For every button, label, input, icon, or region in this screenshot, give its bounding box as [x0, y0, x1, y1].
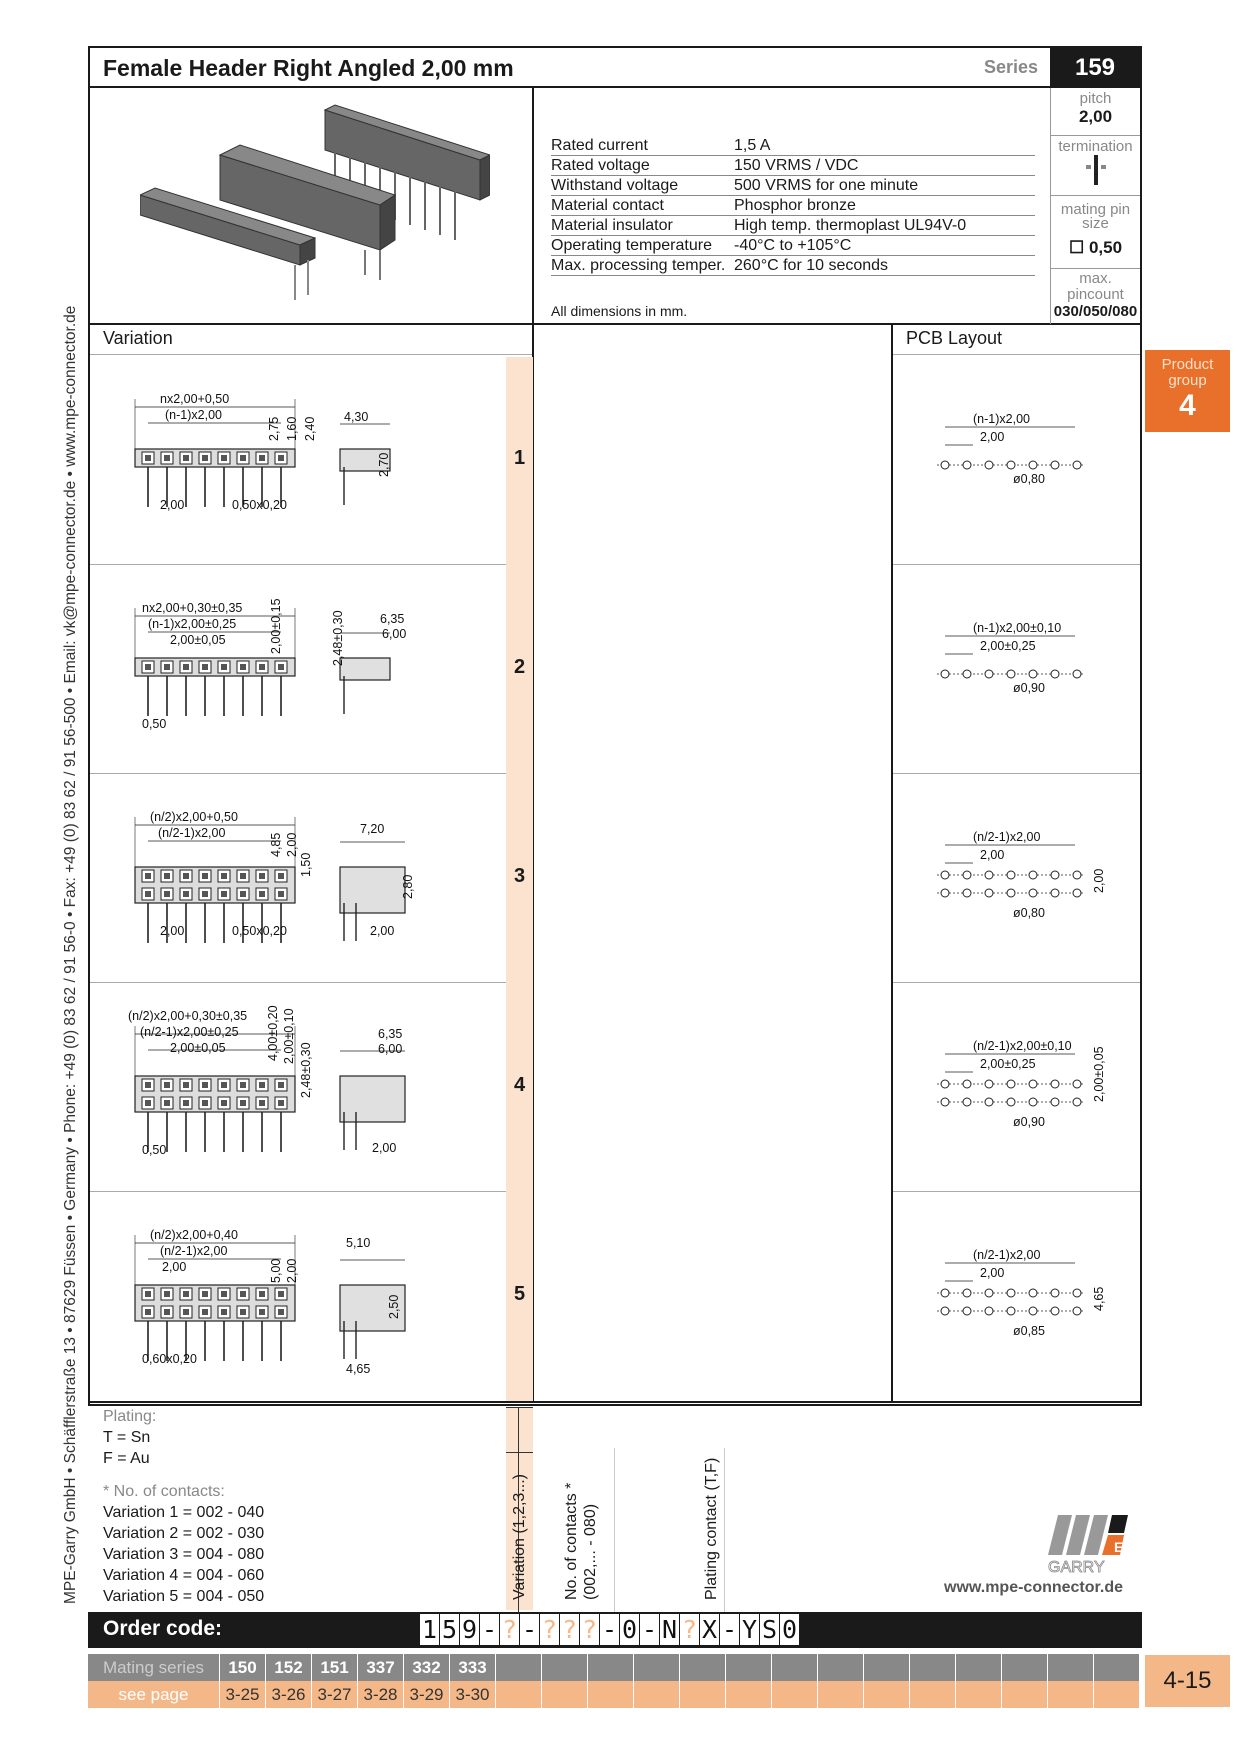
- mating-series-value: 337: [358, 1654, 404, 1681]
- spec-value: 150 VRMS / VDC: [734, 157, 859, 174]
- termination-icon: [1081, 155, 1111, 185]
- see-page-value: 3-28: [358, 1681, 404, 1708]
- order-code-char: 5: [440, 1614, 460, 1645]
- pcb-dimension-label: 2,00: [980, 1266, 1005, 1280]
- mating-series-empty: [726, 1654, 772, 1681]
- see-page-empty: [1002, 1681, 1048, 1708]
- see-page-value: 3-26: [266, 1681, 312, 1708]
- order-code-char: S: [760, 1614, 780, 1645]
- see-page-label: see page: [88, 1681, 220, 1708]
- dimension-label: nx2,00+0,50: [160, 392, 230, 406]
- order-code-placeholder: ?: [540, 1614, 560, 1645]
- variation-drawing: [120, 568, 490, 768]
- dimension-label: (n-1)x2,00±0,25: [148, 617, 237, 631]
- see-page-value: 3-30: [450, 1681, 496, 1708]
- see-page-empty: [634, 1681, 680, 1708]
- variation-header-rule: [90, 354, 532, 355]
- dimension-label: 6,35: [378, 1027, 403, 1041]
- dimension-label: 2,00: [285, 832, 299, 857]
- order-code-placeholder: ?: [680, 1614, 700, 1645]
- order-code-placeholder: ?: [500, 1614, 520, 1645]
- dimension-label: 2,00±0,05: [170, 1041, 226, 1055]
- dimension-label: 0,50: [142, 1143, 167, 1157]
- dimension-label: 2,00±0,10: [282, 1008, 296, 1064]
- see-page-empty: [726, 1681, 772, 1708]
- spec-value: High temp. thermoplast UL94V-0: [734, 217, 967, 234]
- order-code-placeholder: ?: [580, 1614, 600, 1645]
- dimension-label: 2,00±0,15: [269, 598, 283, 654]
- order-code-char: 9: [460, 1614, 480, 1645]
- plating-t: T = Sn: [103, 1429, 151, 1446]
- mating-series-empty: [588, 1654, 634, 1681]
- see-page-value: 3-25: [220, 1681, 266, 1708]
- variation-row-rule: [90, 773, 506, 774]
- order-code-char: -: [720, 1614, 740, 1645]
- contacts-var-2: Variation 2 = 002 - 030: [103, 1525, 265, 1542]
- order-code-char: N: [660, 1614, 680, 1645]
- see-page-empty: [680, 1681, 726, 1708]
- see-page-empty: [864, 1681, 910, 1708]
- order-code-char: -: [520, 1614, 540, 1645]
- product-group-label: Product: [1161, 356, 1214, 373]
- pcb-dimension-label: 2,00: [980, 848, 1005, 862]
- pcb-dimension-label: (n/2-1)x2,00±0,10: [973, 1039, 1072, 1053]
- code-label-contacts-range: (002,... - 080): [582, 1503, 599, 1600]
- pcb-row-rule: [893, 1191, 1140, 1192]
- pcb-layout-drawing: [925, 805, 1125, 955]
- dimension-label: 0,50x0,20: [232, 924, 287, 938]
- spec-key: Withstand voltage: [551, 177, 679, 194]
- dimensions-note: All dimensions in mm.: [551, 303, 688, 319]
- spec-row: [551, 236, 1035, 256]
- spec-key: Material contact: [551, 197, 664, 214]
- variation-number: 4: [513, 1074, 526, 1096]
- see-page-value: 3-27: [312, 1681, 358, 1708]
- spec-key: Operating temperature: [551, 237, 712, 254]
- pcb-dimension-label: (n-1)x2,00: [973, 412, 1030, 426]
- variation-row-rule: [90, 1191, 506, 1192]
- order-code-char: 0: [620, 1614, 640, 1645]
- pcb-row-rule: [893, 982, 1140, 983]
- product-group-tab: [1145, 350, 1230, 432]
- mating-series-value: 151: [312, 1654, 358, 1681]
- dimension-label: 2,00: [372, 1141, 397, 1155]
- mating-series-empty: [1094, 1654, 1140, 1681]
- svg-text:E: E: [1114, 1539, 1124, 1555]
- dimension-label: 0,60x0,20: [142, 1352, 197, 1366]
- pcb-header-rule: [893, 354, 1140, 355]
- product-photo: [140, 100, 490, 310]
- series-number: 159: [1050, 48, 1140, 88]
- pcb-dimension-label: 2,00±0,25: [980, 1057, 1036, 1071]
- spec-table: [551, 136, 1035, 276]
- see-page-empty: [1048, 1681, 1094, 1708]
- company-contact-sidebar: MPE-Garry GmbH • Schäfflerstraße 13 • 87629 Füssen • Germany • Phone: +49 (0) 83 62 / 91 56-0 • Fax: +49 (0) 83 62 / 91 56-500 • Email: vk@mpe-connector.de • www.mpe-connector.de: [62, 305, 79, 1604]
- variation-number: 1: [513, 447, 526, 469]
- dimension-label: 6,00: [378, 1042, 403, 1056]
- mating-pin-value: 0,50: [1088, 238, 1123, 257]
- pcb-dimension-label: ø0,85: [1013, 1324, 1045, 1338]
- spec-value: -40°C to +105°C: [734, 237, 852, 254]
- dimension-label: 2,50: [387, 1294, 401, 1319]
- mating-pin-label: mating pin: [1060, 201, 1131, 218]
- see-page-empty: [910, 1681, 956, 1708]
- spec-value: Phosphor bronze: [734, 197, 856, 214]
- pcb-layout-drawing: [925, 1014, 1125, 1164]
- dimension-label: 2,00: [160, 498, 185, 512]
- variation-number: 5: [513, 1283, 526, 1305]
- variation-header: Variation: [103, 328, 173, 348]
- mating-series-empty: [496, 1654, 542, 1681]
- dimension-label: (n-1)x2,00: [165, 408, 222, 422]
- see-page-empty: [588, 1681, 634, 1708]
- order-code-char: -: [600, 1614, 620, 1645]
- pitch-value: 2,00: [1078, 107, 1113, 126]
- dimension-label: 2,00: [285, 1258, 299, 1283]
- dimension-label: (n/2)x2,00+0,30±0,35: [128, 1009, 248, 1023]
- spec-row: [551, 256, 1035, 276]
- dimension-label: 4,00±0,20: [266, 1005, 280, 1061]
- square-icon: ☐: [1068, 238, 1089, 257]
- mating-series-empty: [542, 1654, 588, 1681]
- code-sep-1: [614, 1448, 615, 1612]
- mating-series-value: 150: [220, 1654, 266, 1681]
- spec-value: 260°C for 10 seconds: [734, 257, 889, 274]
- divider-top-section: [90, 323, 1140, 325]
- series-label: Series: [984, 57, 1039, 77]
- spec-row: [551, 156, 1035, 176]
- page-title: Female Header Right Angled 2,00 mm: [103, 55, 514, 81]
- spec-row: [551, 216, 1035, 236]
- spec-sidebar: [1050, 88, 1140, 324]
- see-page-empty: [772, 1681, 818, 1708]
- see-page-value: 3-29: [404, 1681, 450, 1708]
- code-tick-1: [506, 1407, 533, 1408]
- spec-row: [551, 176, 1035, 196]
- order-code-char: -: [640, 1614, 660, 1645]
- mating-series-value: 152: [266, 1654, 312, 1681]
- dimension-label: 2,48±0,30: [299, 1042, 313, 1098]
- pcb-row-rule: [893, 564, 1140, 565]
- order-code-cells: [420, 1614, 800, 1645]
- mating-pin-size-label: size: [1082, 215, 1109, 232]
- pcb-layout-header: PCB Layout: [906, 328, 1003, 348]
- mating-series-empty: [1002, 1654, 1048, 1681]
- dimension-label: 4,85: [269, 832, 283, 857]
- pincount-label: max.: [1079, 270, 1112, 287]
- pcb-dimension-label: 4,65: [1092, 1286, 1106, 1311]
- pincount-value: 030/050/080: [1053, 303, 1138, 320]
- contacts-var-5: Variation 5 = 004 - 050: [103, 1588, 265, 1605]
- variation-number: 2: [513, 656, 526, 678]
- mating-series-empty: [772, 1654, 818, 1681]
- pcb-layout-drawing: [925, 596, 1125, 746]
- variation-row-rule: [90, 564, 506, 565]
- dimension-label: 5,00: [269, 1258, 283, 1283]
- mating-series-empty: [864, 1654, 910, 1681]
- termination-label: termination: [1058, 138, 1133, 155]
- dimension-label: 0,50: [142, 717, 167, 731]
- dimension-label: (n/2)x2,00+0,50: [150, 810, 238, 824]
- see-page-empty: [956, 1681, 1002, 1708]
- plating-f: F = Au: [103, 1450, 150, 1467]
- variation-drawing: [120, 777, 490, 977]
- pcb-row-rule: [893, 773, 1140, 774]
- pcb-dimension-label: (n/2-1)x2,00: [973, 830, 1041, 844]
- pitch-label: pitch: [1079, 90, 1112, 107]
- dimension-label: 1,50: [299, 852, 313, 877]
- pcb-dimension-label: 2,00±0,05: [1092, 1046, 1106, 1102]
- see-page-row: [88, 1681, 1142, 1708]
- order-code-char: 0: [780, 1614, 800, 1645]
- pcb-dimension-label: (n/2-1)x2,00: [973, 1248, 1041, 1262]
- mating-series-row: [88, 1654, 1142, 1681]
- mating-series-value: 333: [450, 1654, 496, 1681]
- mating-series-label: Mating series: [88, 1654, 220, 1681]
- dimension-label: (n/2-1)x2,00: [160, 1244, 228, 1258]
- pcb-layout-drawing: [925, 387, 1125, 537]
- variation-number: 3: [513, 865, 526, 887]
- website-url[interactable]: www.mpe-connector.de: [944, 1579, 1123, 1596]
- spec-key: Material insulator: [551, 217, 673, 234]
- contacts-var-3: Variation 3 = 004 - 080: [103, 1546, 265, 1563]
- variation-drawing: [120, 359, 490, 559]
- dimension-label: 2,00: [162, 1260, 187, 1274]
- logo-text: GARRY: [1048, 1559, 1105, 1575]
- product-group-number: 4: [1179, 389, 1196, 422]
- pcb-layout-drawing: [925, 1223, 1125, 1373]
- mating-series-empty: [680, 1654, 726, 1681]
- variation-drawing: [120, 1195, 490, 1395]
- pincount-label-2: pincount: [1067, 286, 1124, 303]
- pcb-dimension-label: ø0,80: [1013, 472, 1045, 486]
- spec-key: Max. processing temper.: [551, 257, 726, 274]
- dimension-label: (n/2)x2,00+0,40: [150, 1228, 238, 1242]
- order-code-char: 1: [420, 1614, 440, 1645]
- contacts-var-1: Variation 1 = 002 - 040: [103, 1504, 265, 1521]
- pcb-dimension-label: ø0,90: [1013, 1115, 1045, 1129]
- code-label-plating: Plating contact (T,F): [703, 1457, 720, 1600]
- mating-series-empty: [910, 1654, 956, 1681]
- dimension-label: 4,65: [346, 1362, 371, 1376]
- spec-key: Rated current: [551, 137, 648, 154]
- contacts-label: * No. of contacts:: [103, 1483, 225, 1500]
- variation-row-rule: [90, 982, 506, 983]
- code-label-contacts: No. of contacts *: [563, 1482, 580, 1600]
- pcb-dimension-label: 2,00: [1092, 868, 1106, 893]
- mating-series-value: 332: [404, 1654, 450, 1681]
- dimension-label: 2,40: [303, 416, 317, 441]
- pcb-dimension-label: ø0,80: [1013, 906, 1045, 920]
- dimension-label: 4,30: [344, 410, 369, 424]
- plating-label: Plating:: [103, 1408, 157, 1425]
- dimension-label: (n/2-1)x2,00: [158, 826, 226, 840]
- spec-value: 1,5 A: [734, 137, 771, 154]
- contacts-var-4: Variation 4 = 004 - 060: [103, 1567, 265, 1584]
- pcb-dimension-label: 2,00: [980, 430, 1005, 444]
- mating-series-empty: [1048, 1654, 1094, 1681]
- see-page-empty: [496, 1681, 542, 1708]
- code-sep-2: [724, 1448, 725, 1612]
- see-page-empty: [542, 1681, 588, 1708]
- dimension-label: 2,48±0,30: [331, 610, 345, 666]
- order-code-label: Order code:: [103, 1617, 223, 1640]
- mating-series-empty: [634, 1654, 680, 1681]
- order-code-placeholder: ?: [560, 1614, 580, 1645]
- dimension-label: 2,00±0,05: [170, 633, 226, 647]
- see-page-empty: [818, 1681, 864, 1708]
- spec-row: [551, 136, 1035, 156]
- legend: [103, 1406, 264, 1607]
- dimension-label: nx2,00+0,30±0,35: [142, 601, 243, 615]
- dimension-label: 7,20: [360, 822, 385, 836]
- mating-series-empty: [956, 1654, 1002, 1681]
- pcb-dimension-label: (n-1)x2,00±0,10: [973, 621, 1062, 635]
- pcb-dimension-label: 2,00±0,25: [980, 639, 1036, 653]
- divider-right: [891, 324, 893, 1403]
- see-page-empty: [1094, 1681, 1140, 1708]
- mating-series-empty: [818, 1654, 864, 1681]
- spec-value: 500 VRMS for one minute: [734, 177, 919, 194]
- spec-key: Rated voltage: [551, 157, 650, 174]
- divider-bottom-section: [90, 1401, 1140, 1403]
- dimension-label: 2,75: [267, 416, 281, 441]
- product-group-label-2: group: [1168, 372, 1207, 389]
- dimension-label: (n/2-1)x2,00±0,25: [140, 1025, 239, 1039]
- code-tick-2: [506, 1452, 533, 1453]
- order-code-char: Y: [740, 1614, 760, 1645]
- pcb-dimension-label: ø0,90: [1013, 681, 1045, 695]
- spec-row: [551, 196, 1035, 216]
- code-label-variation: Variation (1,2,3...): [511, 1474, 528, 1600]
- variation-drawing: [120, 986, 490, 1186]
- page-number: 4-15: [1145, 1655, 1230, 1707]
- dimension-label: 1,60: [285, 416, 299, 441]
- dimension-label: 5,10: [346, 1236, 371, 1250]
- dimension-label: 2,00: [160, 924, 185, 938]
- order-code-char: X: [700, 1614, 720, 1645]
- dimension-label: 2,00: [370, 924, 395, 938]
- dimension-label: 2,70: [377, 452, 391, 477]
- garry-logo: [1048, 1515, 1130, 1575]
- dimension-label: 6,00: [382, 627, 407, 641]
- dimension-label: 0,50x0,20: [232, 498, 287, 512]
- dimension-label: 2,80: [401, 874, 415, 899]
- order-code-char: -: [480, 1614, 500, 1645]
- dimension-label: 6,35: [380, 612, 405, 626]
